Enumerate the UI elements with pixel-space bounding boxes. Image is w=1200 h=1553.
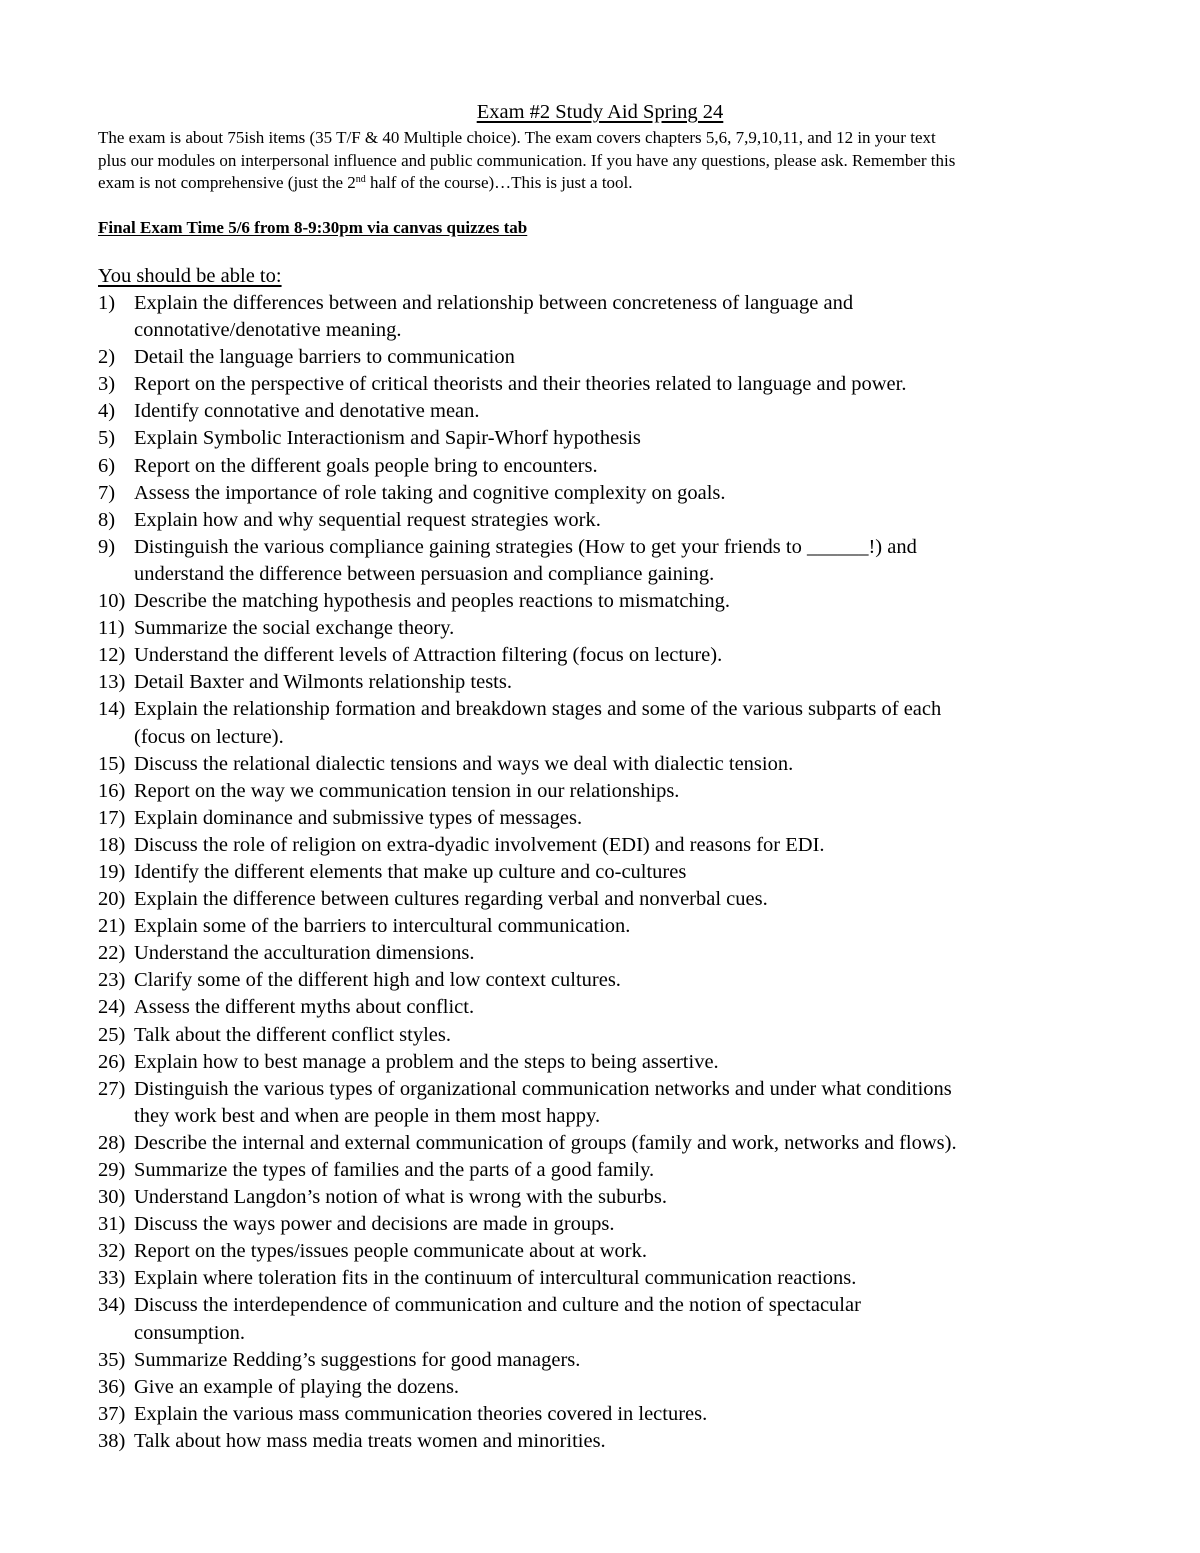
objectives-list [98,290,1108,1455]
objective-item [98,453,1108,480]
objective-item [98,1265,1108,1292]
objective-number: 12) [98,644,126,667]
objective-number: 20) [98,888,126,911]
objective-line: understand the difference between persuasion and compliance gaining. [134,562,715,585]
objective-number: 5) [98,427,116,450]
objective-text [134,1238,1108,1265]
objective-number: 31) [98,1213,126,1236]
objective-text [134,967,1108,994]
objective-text [134,669,1108,696]
intro-line: The exam is about 75ish items (35 T/F & 40 Multiple choice). The exam covers chapters 5,6, 7,9,10,11, and 12 in your text [98,128,936,147]
objective-line: Explain how and why sequential request strategies work. [134,508,601,531]
objective-line: Identify connotative and denotative mean. [134,400,480,423]
objective-line: Understand Langdon’s notion of what is wrong with the suburbs. [134,1186,667,1209]
objective-number: 17) [98,806,126,829]
objective-line: Summarize the types of families and the parts of a good family. [134,1159,655,1181]
objective-text [134,290,1108,344]
objective-item [98,1292,1108,1346]
objective-number: 15) [98,752,126,775]
objective-item [98,588,1108,615]
objective-item [98,1374,1108,1401]
objective-line: (focus on lecture). [134,725,284,748]
objective-text [134,751,1108,778]
objective-line: Talk about how mass media treats women and minorities. [134,1429,606,1452]
objective-number: 25) [98,1023,126,1046]
intro-line [98,172,1108,195]
objective-item [98,615,1108,642]
objective-text [134,453,1108,480]
objective-line: Explain Symbolic Interactionism and Sapir-Whorf hypothesis [134,427,641,450]
objective-line: Explain how to best manage a problem and the steps to being assertive. [134,1050,719,1073]
objective-text [134,425,1108,452]
objective-number: 13) [98,671,126,694]
objective-text [134,1076,1108,1130]
objective-line: Report on the types/issues people communicate about at work. [134,1240,647,1263]
document-title: Exam #2 Study Aid Spring 24 [476,101,724,123]
objective-item [98,778,1108,805]
objective-text [134,507,1108,534]
objective-text [134,1022,1108,1049]
objective-number: 2) [98,346,116,369]
objective-text [134,886,1108,913]
objective-line: Discuss the ways power and decisions are made in groups. [134,1213,615,1236]
objective-item [98,751,1108,778]
objective-line: Explain the difference between cultures regarding verbal and nonverbal cues. [134,888,768,911]
objective-number: 22) [98,942,126,965]
objective-line: Summarize the social exchange theory. [134,617,455,640]
objective-text [134,1130,1108,1157]
objective-text [134,1184,1108,1211]
objective-text [134,1374,1108,1401]
objective-item [98,425,1108,452]
objective-number: 9) [98,535,116,558]
objective-number: 37) [98,1402,126,1425]
objective-line: Understand the acculturation dimensions. [134,942,475,965]
objective-number: 24) [98,996,126,1019]
objective-text [134,534,1108,588]
objective-number: 4) [98,400,116,423]
objective-line: Understand the different levels of Attraction filtering (focus on lecture). [134,644,723,667]
objective-text [134,588,1108,615]
objective-item [98,1347,1108,1374]
objective-number: 6) [98,454,116,477]
objectives-heading: You should be able to: [98,265,282,287]
objective-line: Explain the differences between and relationship between concreteness of language and [134,292,854,314]
objective-number: 23) [98,969,126,992]
objective-item [98,1022,1108,1049]
objective-text [134,1049,1108,1076]
objective-item [98,642,1108,669]
objective-text [134,696,1108,750]
objective-number: 10) [98,590,126,613]
ordinal-superscript: nd [355,174,366,185]
objective-item [98,967,1108,994]
objective-text [134,398,1108,425]
objective-item [98,534,1108,588]
objective-item [98,507,1108,534]
objective-line: Report on the different goals people bring to encounters. [134,454,598,477]
objective-number: 16) [98,779,126,802]
objective-line: Clarify some of the different high and low context cultures. [134,969,621,992]
intro-text: exam is not comprehensive (just the 2 [98,173,356,192]
objective-item [98,1238,1108,1265]
objective-line: Report on the perspective of critical theorists and their theories related to language and power. [134,373,907,396]
objective-item [98,371,1108,398]
objective-number: 34) [98,1294,126,1317]
objective-item [98,913,1108,940]
objective-line: connotative/denotative meaning. [134,319,402,342]
objective-text [134,859,1108,886]
objective-item [98,290,1108,344]
objective-item [98,832,1108,859]
objective-number: 1) [98,292,116,314]
objective-line: Summarize Redding’s suggestions for good managers. [134,1348,581,1371]
objective-item [98,1184,1108,1211]
objective-line: Explain the various mass communication theories covered in lectures. [134,1402,708,1425]
objective-item [98,398,1108,425]
objective-line: Discuss the interdependence of communication and culture and the notion of spectacular [134,1294,861,1317]
objective-item [98,1401,1108,1428]
objective-item [98,805,1108,832]
objective-line: Explain where toleration fits in the continuum of intercultural communication reactions. [134,1267,857,1290]
objective-text [134,1347,1108,1374]
objective-number: 29) [98,1159,126,1181]
objective-text [134,480,1108,507]
objective-item [98,1130,1108,1157]
objective-line: Explain the relationship formation and breakdown stages and some of the various subparts of each [134,698,942,721]
objective-text [134,1265,1108,1292]
objective-item [98,1157,1108,1184]
objective-number: 27) [98,1077,126,1100]
intro-paragraph [98,127,1108,195]
objective-line: Explain some of the barriers to intercultural communication. [134,915,631,938]
objective-text [134,913,1108,940]
objective-text [134,940,1108,967]
objective-item [98,859,1108,886]
objective-item [98,1211,1108,1238]
objective-item [98,886,1108,913]
objective-line: Describe the matching hypothesis and peoples reactions to mismatching. [134,590,731,613]
objective-item [98,669,1108,696]
objective-line: Assess the different myths about conflict. [134,996,475,1019]
objective-line: they work best and when are people in them most happy. [134,1104,601,1127]
objective-text [134,371,1108,398]
objective-line: Report on the way we communication tension in our relationships. [134,779,680,802]
objective-line: Give an example of playing the dozens. [134,1375,460,1398]
objective-item [98,1076,1108,1130]
objective-text [134,778,1108,805]
objective-line: Explain dominance and submissive types of messages. [134,806,583,829]
objective-item [98,994,1108,1021]
objective-number: 21) [98,915,126,938]
objective-text [134,1292,1108,1346]
objective-number: 8) [98,508,116,531]
objective-text [134,1428,1108,1455]
objective-item [98,344,1108,371]
objective-line: Detail the language barriers to communication [134,346,515,369]
objective-line: Talk about the different conflict styles. [134,1023,451,1046]
objective-text [134,805,1108,832]
objective-number: 7) [98,481,116,504]
objective-line: Discuss the role of religion on extra-dyadic involvement (EDI) and reasons for EDI. [134,833,825,856]
objective-text [134,1211,1108,1238]
objective-line: Identify the different elements that make up culture and co-cultures [134,860,687,883]
objective-text [134,994,1108,1021]
objective-text [134,615,1108,642]
objective-line: Distinguish the various types of organizational communication networks and under what conditions [134,1077,952,1100]
objective-number: 3) [98,373,116,396]
intro-line: plus our modules on interpersonal influence and public communication. If you have any questions, please ask. Remember this [98,150,956,170]
objective-number: 14) [98,698,126,721]
objective-number: 30) [98,1186,126,1209]
objective-line: Describe the internal and external communication of groups (family and work, networks and flows). [134,1131,957,1154]
objective-text [134,832,1108,859]
objective-line: consumption. [134,1321,246,1344]
objective-text [134,344,1108,371]
objective-number: 36) [98,1375,126,1398]
objective-text [134,1401,1108,1428]
objective-line: Detail Baxter and Wilmonts relationship tests. [134,671,512,694]
objective-number: 18) [98,833,126,856]
objective-number: 35) [98,1348,126,1371]
intro-text: half of the course)…This is just a tool. [365,173,633,192]
objective-number: 28) [98,1131,126,1154]
objective-item [98,696,1108,750]
objective-line: Discuss the relational dialectic tensions and ways we deal with dialectic tension. [134,752,794,775]
objective-item [98,480,1108,507]
objective-line: Assess the importance of role taking and cognitive complexity on goals. [134,481,726,504]
final-exam-time: Final Exam Time 5/6 from 8-9:30pm via canvas quizzes tab [98,218,528,237]
objective-text [134,642,1108,669]
objective-item [98,940,1108,967]
objective-number: 11) [98,617,125,640]
objective-number: 32) [98,1240,126,1263]
objective-number: 33) [98,1267,126,1290]
objective-item [98,1049,1108,1076]
objective-number: 26) [98,1050,126,1073]
objective-number: 19) [98,860,126,883]
objective-line: Distinguish the various compliance gaining strategies (How to get your friends to ______!) and [134,535,917,558]
objective-text [134,1157,1108,1184]
objective-item [98,1428,1108,1455]
objective-number: 38) [98,1429,126,1452]
